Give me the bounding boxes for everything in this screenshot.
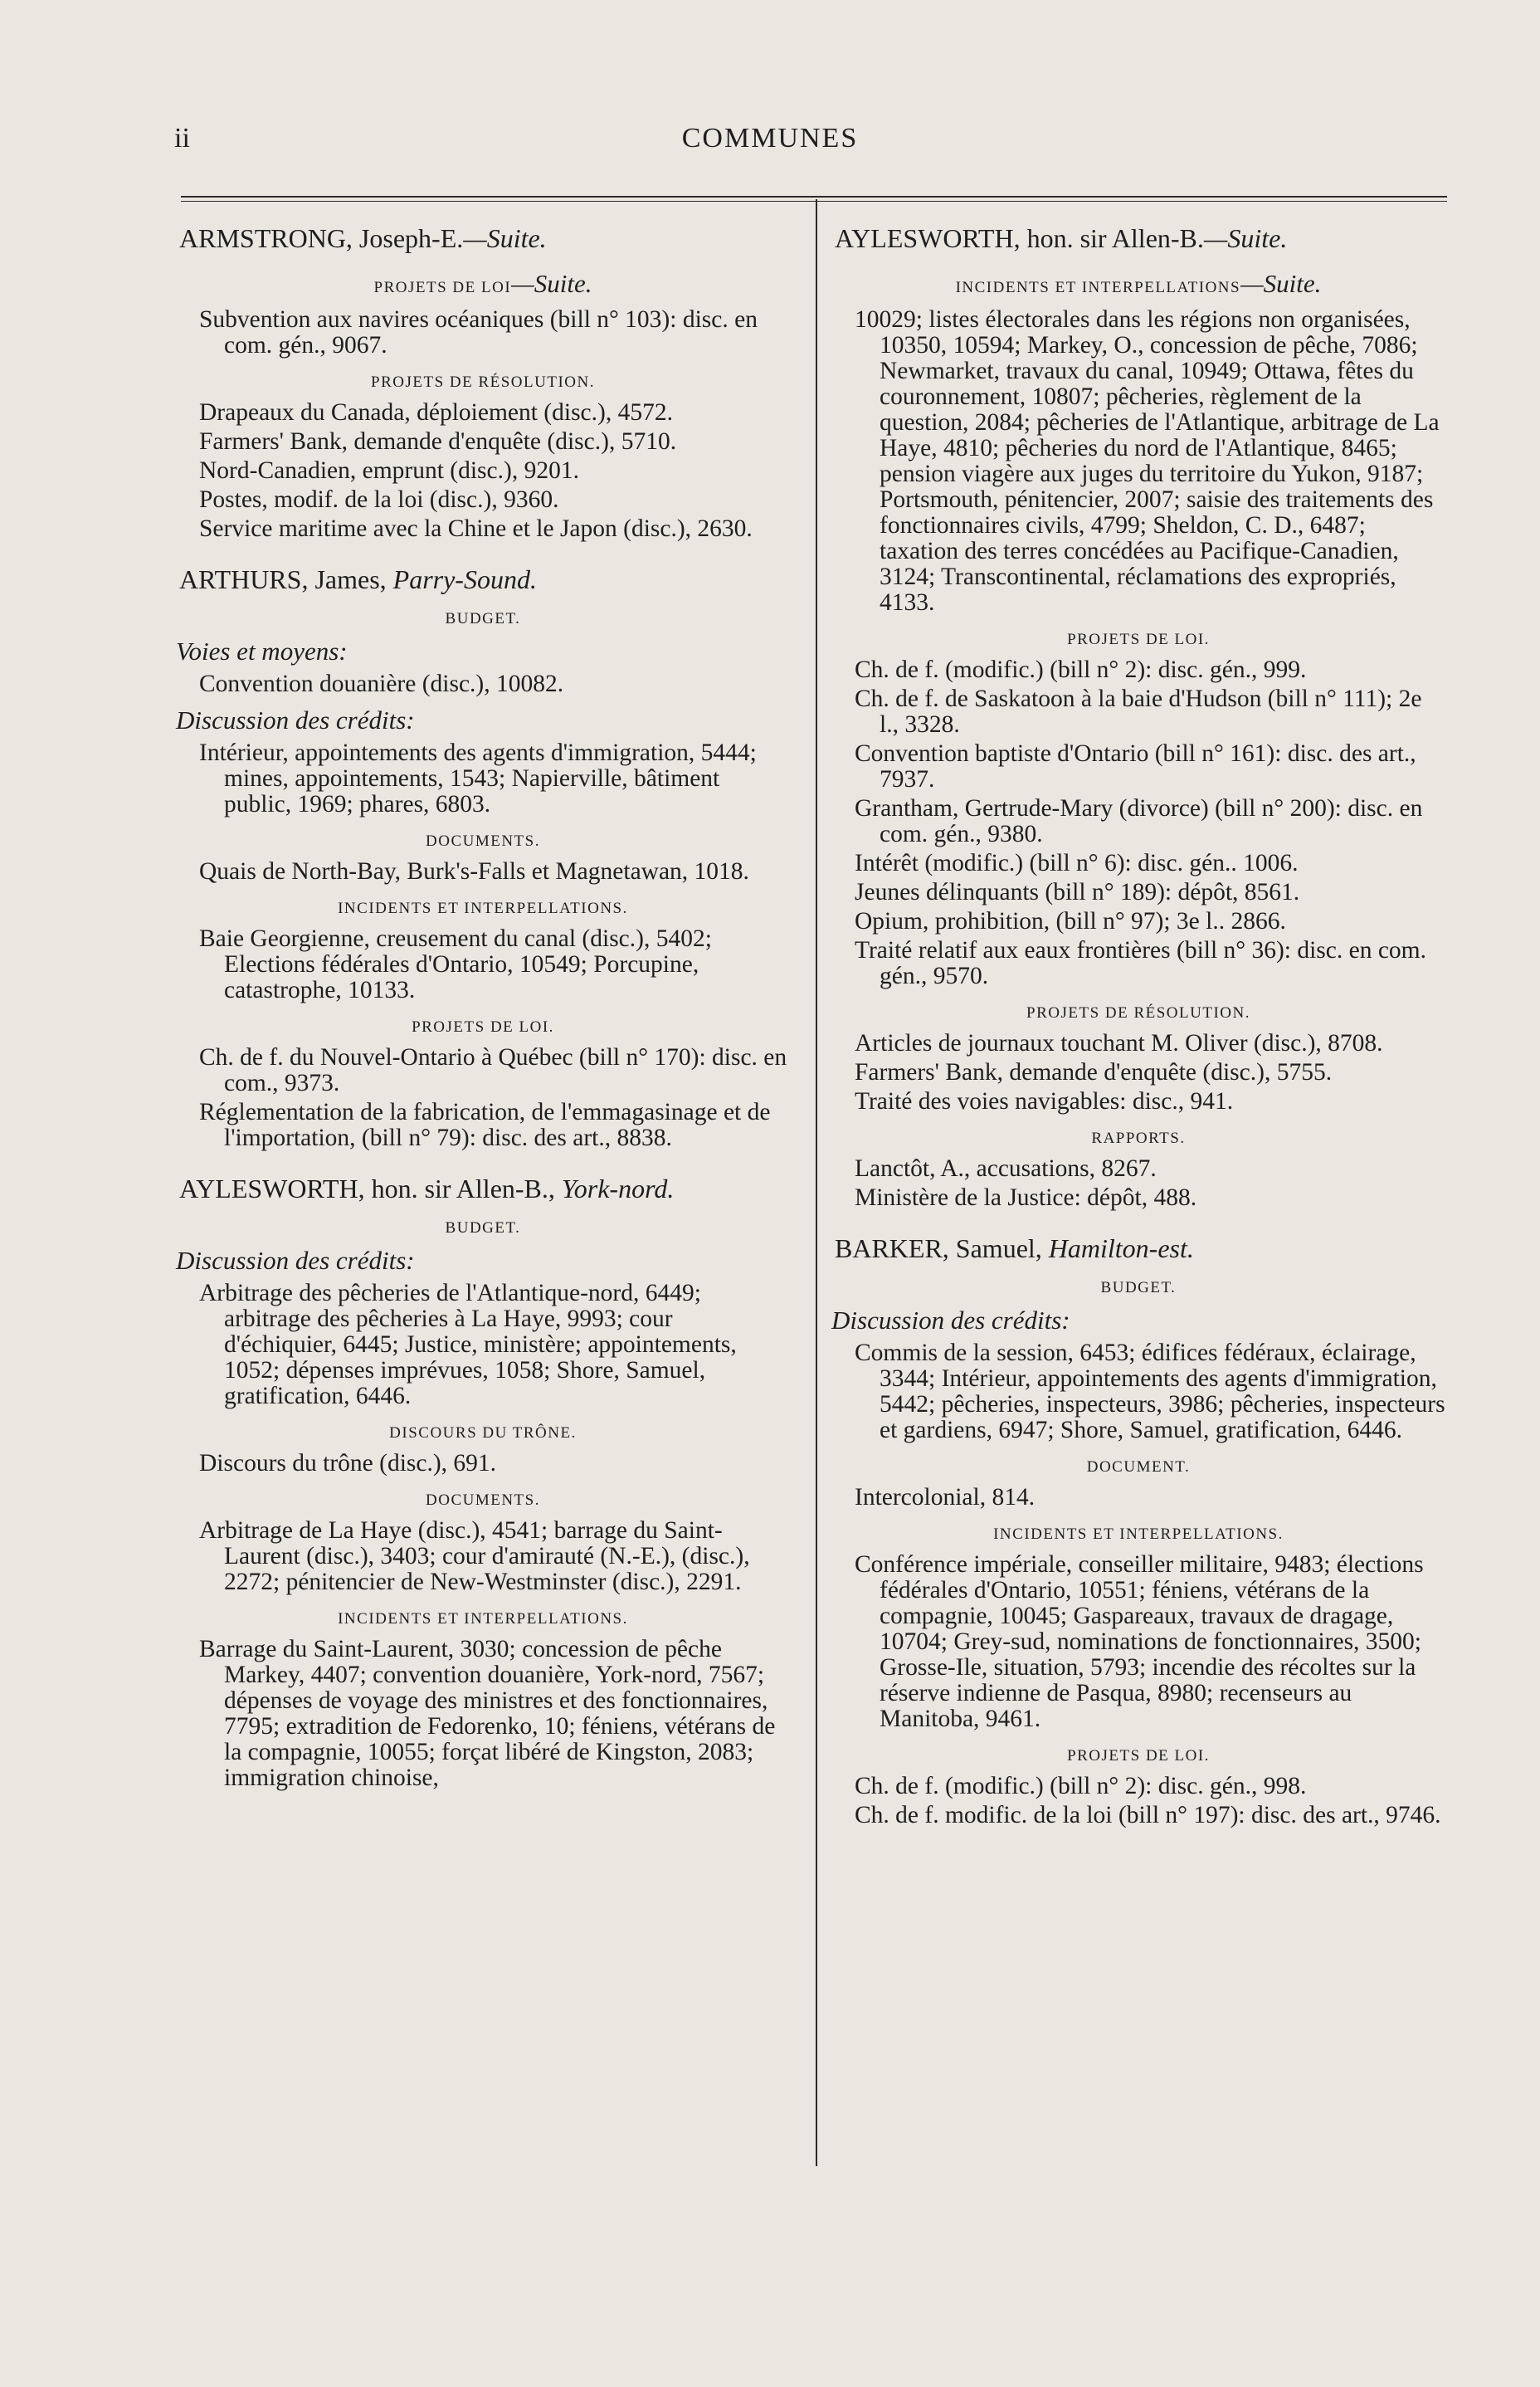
entry-aylesworth: AYLESWORTH, hon. sir Allen-B., York-nord.	[179, 1174, 675, 1203]
index-entry: Convention douanière (disc.), 10082.	[199, 671, 564, 697]
section-heading: PROJETS DE LOI.	[1067, 1747, 1210, 1765]
aylesworth-bills-list	[831, 657, 1445, 989]
index-entry: Drapeaux du Canada, déploiement (disc.), 4572.	[199, 399, 673, 426]
index-entry: Ch. de f. (modific.) (bill n° 2): disc. gén., 999.	[855, 657, 1307, 683]
arthurs-voies-list	[176, 671, 790, 697]
entry-barker: BARKER, Samuel, Hamilton-est.	[835, 1233, 1194, 1263]
barker-bills-list	[831, 1774, 1445, 1828]
top-rule	[181, 196, 1447, 198]
index-entry: Articles de journaux touchant M. Oliver (disc.), 8708.	[855, 1030, 1383, 1057]
top-rule-thin	[181, 201, 1447, 202]
index-entry: Baie Georgienne, creusement du canal (disc.), 5402; Elections fédérales d'Ontario, 10549; Porcupine, catastrophe, 10133.	[199, 925, 712, 1003]
index-entry: Opium, prohibition, (bill n° 97); 3e l.. 2866.	[855, 908, 1286, 935]
index-entry: Intérêt (modific.) (bill n° 6): disc. gén.. 1006.	[855, 850, 1299, 876]
section-heading: RAPPORTS.	[1091, 1130, 1186, 1147]
index-entry: Ch. de f. de Saskatoon à la baie d'Hudson (bill n° 111); 2e l., 3328.	[855, 686, 1422, 738]
section-heading: PROJETS DE LOI.	[412, 1018, 554, 1036]
subheading: Discussion des crédits:	[176, 1246, 415, 1275]
index-entry: Ministère de la Justice: dépôt, 488.	[855, 1184, 1197, 1211]
index-entry: Arbitrage de La Haye (disc.), 4541; barrage du Saint-Laurent (disc.), 3403; cour d'amirauté (N.-E.), (disc.), 2272; pénitencier de New-Westminster (disc.), 2291.	[199, 1517, 750, 1595]
index-entry: Service maritime avec la Chine et le Japon (disc.), 2630.	[199, 515, 753, 542]
section-heading: DOCUMENT.	[1086, 1458, 1191, 1476]
armstrong-bills-list	[176, 307, 790, 359]
index-entry: Réglementation de la fabrication, de l'emmagasinage et de l'importation, (bill n° 79): disc. des art., 8838.	[199, 1099, 771, 1151]
subheading: Discussion des crédits:	[831, 1306, 1070, 1335]
index-entry: 10029; listes électorales dans les régions non organisées, 10350, 10594; Markey, O., concession de pêche, 7086; Newmarket, travaux du canal, 10949; Ottawa, fêtes du couronnement, 10807; pêcheries, règlement de la question, 2084; pêcheries de l'Atlantique, arbitrage de La Haye, 4810; pêcheries du nord de l'Atlantique, 8465; pension viagère aux juges du territoire du Yukon, 9187; Portsmouth, pénitencier, 2007; saisie des traitements des fonctionnaires civils, 4799; Sheldon, C. D., 6487; taxation des terres concédées au Pacifique-Canadien, 3124; Transcontinental, réclamations des expropriés, 4133.	[855, 306, 1440, 616]
index-entry: Traité relatif aux eaux frontières (bill n° 36): disc. en com. gén., 9570.	[855, 937, 1427, 989]
barker-credits-list	[831, 1340, 1445, 1443]
aylesworth-incidents-list	[176, 1637, 790, 1791]
index-entry: Quais de North-Bay, Burk's-Falls et Magnetawan, 1018.	[199, 858, 749, 885]
page-header	[0, 123, 1540, 164]
aylesworth-reports-list	[831, 1156, 1445, 1211]
aylesworth-incidents-cont-list	[831, 307, 1445, 616]
aylesworth-credits-list	[176, 1281, 790, 1409]
index-entry: Postes, modif. de la loi (disc.), 9360.	[199, 486, 559, 513]
index-entry: Ch. de f. (modific.) (bill n° 2): disc. gén., 998.	[855, 1773, 1307, 1799]
section-heading: BUDGET.	[1100, 1279, 1177, 1296]
arthurs-bills-list	[176, 1045, 790, 1151]
index-entry: Intérieur, appointements des agents d'immigration, 5444; mines, appointements, 1543; Napierville, bâtiment public, 1969; phares, 6803.	[199, 740, 757, 818]
right-column	[831, 222, 1445, 1832]
section-heading: INCIDENTS ET INTERPELLATIONS.	[993, 1525, 1284, 1543]
section-heading: BUDGET.	[445, 610, 521, 627]
armstrong-resolutions-list	[176, 400, 790, 542]
index-entry: Farmers' Bank, demande d'enquête (disc.), 5710.	[199, 428, 677, 455]
index-entry: Traité des voies navigables: disc., 941.	[855, 1088, 1234, 1115]
section-heading: INCIDENTS ET INTERPELLATIONS.	[338, 900, 628, 917]
page-number: ii	[174, 123, 190, 154]
barker-incidents-list	[831, 1552, 1445, 1732]
index-entry: Ch. de f. modific. de la loi (bill n° 197): disc. des art., 9746.	[855, 1802, 1441, 1828]
entry-arthurs: ARTHURS, James, Parry-Sound.	[179, 564, 537, 594]
entry-aylesworth-suite: AYLESWORTH, hon. sir Allen-B.—Suite.	[835, 223, 1288, 253]
index-entry: Lanctôt, A., accusations, 8267.	[855, 1155, 1157, 1182]
column-divider	[816, 199, 817, 2166]
entry-armstrong: ARMSTRONG, Joseph-E.—Suite.	[179, 223, 547, 253]
subheading: Voies et moyens:	[176, 637, 348, 666]
section-heading: DOCUMENTS.	[426, 1491, 540, 1509]
index-entry: Nord-Canadien, emprunt (disc.), 9201.	[199, 457, 579, 484]
section-heading: PROJETS DE RÉSOLUTION.	[1026, 1004, 1250, 1022]
index-entry: Commis de la session, 6453; édifices fédéraux, éclairage, 3344; Intérieur, appointements des agents d'immigration, 5442; pêcheries, inspecteurs, 3986; pêcheries, inspecteurs et gardiens, 6947; Shore, Samuel, gratification, 6446.	[855, 1340, 1445, 1443]
index-entry: Farmers' Bank, demande d'enquête (disc.), 5755.	[855, 1059, 1333, 1086]
section-heading: PROJETS DE LOI.	[1067, 631, 1210, 648]
section-heading: INCIDENTS ET INTERPELLATIONS.	[338, 1610, 628, 1628]
subheading: Discussion des crédits:	[176, 705, 415, 735]
section-heading: DOCUMENTS.	[426, 832, 540, 850]
aylesworth-documents-list	[176, 1518, 790, 1595]
arthurs-credits-list	[176, 740, 790, 818]
section-heading: DISCOURS DU TRÔNE.	[389, 1424, 577, 1442]
aylesworth-discours-list	[176, 1451, 790, 1477]
index-entry: Discours du trône (disc.), 691.	[199, 1450, 497, 1477]
index-entry: Subvention aux navires océaniques (bill n° 103): disc. en com. gén., 9067.	[199, 306, 758, 359]
arthurs-documents-list	[176, 859, 790, 885]
index-entry: Ch. de f. du Nouvel-Ontario à Québec (bill n° 170): disc. en com., 9373.	[199, 1044, 787, 1096]
barker-document-list	[831, 1485, 1445, 1511]
arthurs-incidents-list	[176, 926, 790, 1003]
aylesworth-resolutions-list	[831, 1031, 1445, 1115]
index-entry: Barrage du Saint-Laurent, 3030; concession de pêche Markey, 4407; convention douanière, York-nord, 7567; dépenses de voyage des ministres et des fonctionnaires, 7795; extradition de Fedorenko, 10; féniens, vétérans de la compagnie, 10055; forçat libéré de Kingston, 2083; immigration chinoise,	[199, 1636, 776, 1791]
index-entry: Intercolonial, 814.	[855, 1484, 1036, 1511]
page-title: COMMUNES	[681, 123, 859, 154]
section-heading: INCIDENTS ET INTERPELLATIONS—Suite.	[955, 269, 1322, 298]
index-entry: Conférence impériale, conseiller militaire, 9483; élections fédérales d'Ontario, 10551; féniens, vétérans de la compagnie, 10045; Gaspareaux, travaux de dragage, 10704; Grey-sud, nominations de fonctionnaires, 3500; Grosse-Ile, situation, 5793; incendie des récoltes sur la réserve indienne de Pasqua, 8980; recenseurs au Manitoba, 9461.	[855, 1551, 1424, 1732]
section-heading: PROJETS DE RÉSOLUTION.	[371, 373, 595, 391]
index-entry: Convention baptiste d'Ontario (bill n° 161): disc. des art., 7937.	[855, 740, 1416, 793]
index-entry: Grantham, Gertrude-Mary (divorce) (bill n° 200): disc. en com. gén., 9380.	[855, 795, 1423, 847]
section-heading: PROJETS DE LOI—Suite.	[373, 269, 592, 298]
section-heading: BUDGET.	[445, 1219, 521, 1237]
index-entry: Jeunes délinquants (bill n° 189): dépôt, 8561.	[855, 879, 1300, 905]
left-column	[176, 222, 790, 1794]
index-entry: Arbitrage des pêcheries de l'Atlantique-nord, 6449; arbitrage des pêcheries à La Haye, 9993; cour d'échiquier, 6445; Justice, ministère; appointements, 1052; dépenses imprévues, 1058; Shore, Samuel, gratification, 6446.	[199, 1280, 737, 1409]
